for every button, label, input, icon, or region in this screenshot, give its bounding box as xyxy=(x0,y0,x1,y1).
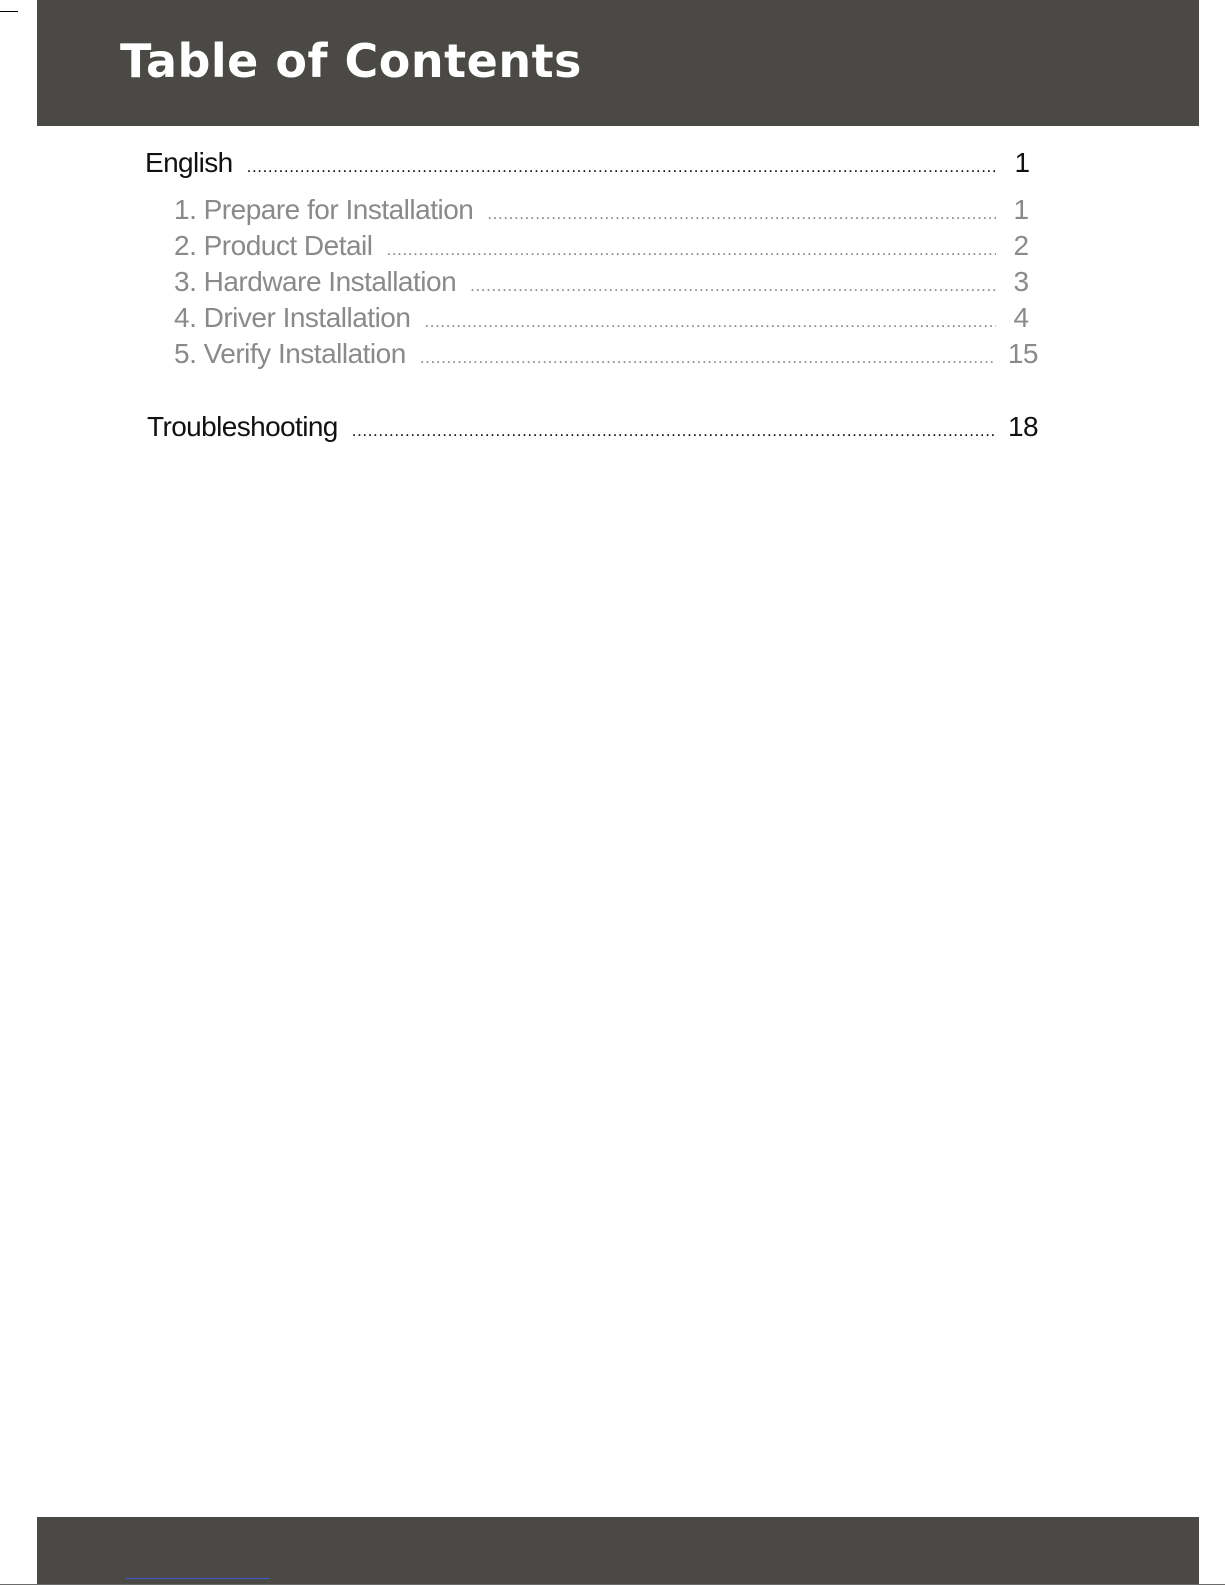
toc-entry-english[interactable] xyxy=(145,147,1035,179)
toc-entry-hardware-installation[interactable] xyxy=(174,266,1034,298)
dot-leader xyxy=(420,348,996,368)
toc-entry-troubleshooting[interactable] xyxy=(147,411,1038,443)
toc-entry-label: 3. Hardware Installation xyxy=(174,266,457,297)
toc-entry-page: 2 xyxy=(1013,230,1029,261)
toc-entry-label: 5. Verify Installation xyxy=(174,338,406,369)
toc-entry-label: 4. Driver Installation xyxy=(174,302,411,333)
toc-entry-page: 1 xyxy=(1013,194,1029,225)
toc-entry-page: 4 xyxy=(1013,302,1029,333)
toc-entry-prepare-for-installation[interactable] xyxy=(174,194,1034,226)
toc-entry-label: English xyxy=(145,147,233,178)
dot-leader xyxy=(424,312,996,332)
dot-leader xyxy=(470,276,996,296)
toc-entry-label: Troubleshooting xyxy=(147,411,338,442)
footer-band xyxy=(37,1517,1199,1585)
footer-rule xyxy=(126,1578,270,1579)
toc-entry-label: 1. Prepare for Installation xyxy=(174,194,474,225)
toc-entry-page: 1 xyxy=(1014,147,1030,178)
dot-leader xyxy=(247,157,997,177)
table-of-contents xyxy=(0,0,1225,500)
dot-leader xyxy=(352,421,996,441)
toc-entry-product-detail[interactable] xyxy=(174,230,1034,262)
dot-leader xyxy=(387,240,997,260)
dot-leader xyxy=(487,204,996,224)
toc-entry-page: 18 xyxy=(1008,411,1038,442)
toc-entry-driver-installation[interactable] xyxy=(174,302,1034,334)
page-title: Table of Contents xyxy=(120,34,582,88)
toc-entry-verify-installation[interactable] xyxy=(174,338,1038,370)
toc-entry-page: 3 xyxy=(1013,266,1029,297)
toc-entry-label: 2. Product Detail xyxy=(174,230,373,261)
toc-entry-page: 15 xyxy=(1007,338,1038,369)
